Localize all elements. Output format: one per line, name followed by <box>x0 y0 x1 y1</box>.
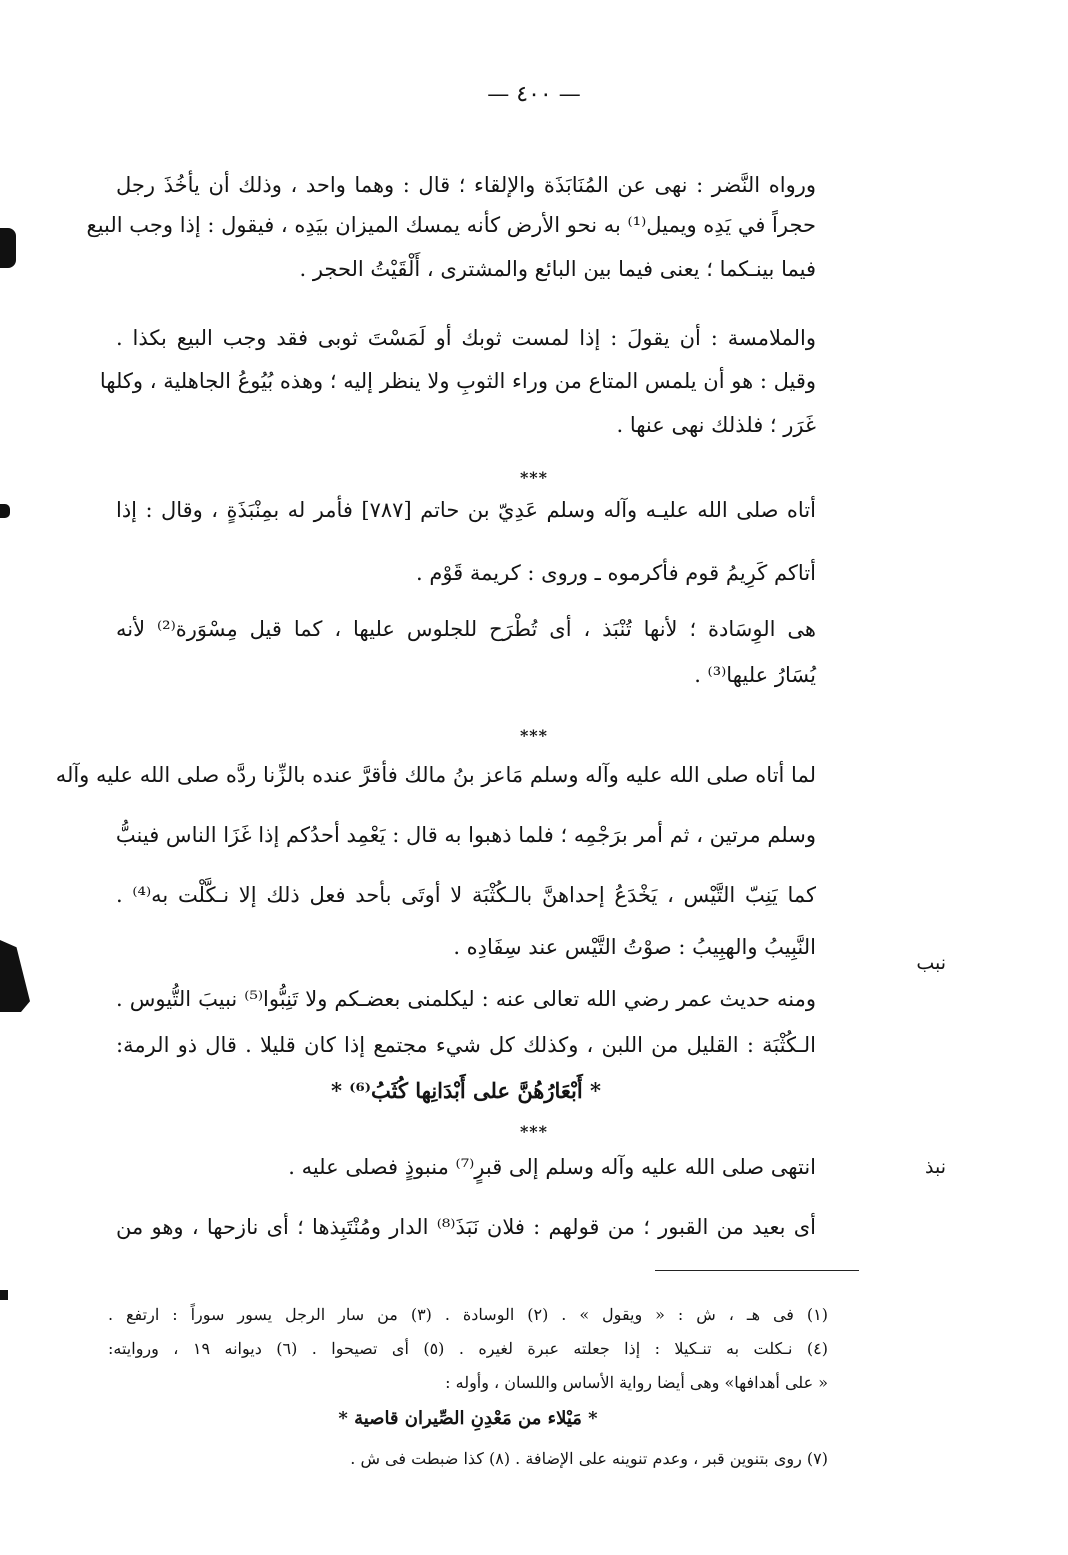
footnote-line: « على أهدافها» وهى أيضا رواية الأساس واللسان ، وأوله : <box>445 1373 828 1392</box>
text-line: النَّبِيبُ والهبِيبُ : صوْتُ التَّيْس عند سِفَادِه . <box>453 935 816 959</box>
section-separator: *** <box>519 1122 549 1141</box>
scan-mark-left-small <box>0 504 10 518</box>
text-line: ورواه النَّضر : نهى عن المُنَابَذَة والإلقاء ؛ قال : وهما واحد ، وذلك أن يأخُذَ رجل <box>116 173 816 197</box>
margin-root-word: نبب <box>916 952 946 974</box>
text-line: هى الوِسَادة ؛ لأنها تُنْبَذ ، أى تُطْرَح للجلوس عليها ، كما قيل مِسْوَرة⁽²⁾ لأنه <box>116 617 816 641</box>
text-line: فيما بينـكما ؛ يعنى فيما بين البائع والمشترى ، أَلْقَيْتُ الحجر . <box>299 257 816 281</box>
text-line: انتهى صلى الله عليه وآله وسلم إلى قبرٍ⁽⁷⁾ منبوذٍ فصلى عليه . <box>288 1155 816 1179</box>
text-line: ومنه حديث عمر رضي الله تعالى عنه : ليكلمنى بعضـكم ولا تَنِبُّوا⁽⁵⁾ نبيبَ التُّيوس . <box>116 987 816 1011</box>
scan-mark-left-bottom <box>0 940 30 1012</box>
footnote-line: (١) فى هـ ، ش : « ويقول » . (٢) الوسادة . (٣) من سار الرجل يسور سوراً : ارتفع . <box>108 1305 828 1324</box>
margin-root-word: نبذ <box>925 1156 946 1178</box>
text-line: الـكُثْبَة : القليل من اللبن ، وكذلك كل شيء مجتمع إذا كان قليلا . قال ذو الرمة: <box>116 1033 816 1057</box>
page-number: — ٤٠٠ — <box>487 82 581 107</box>
text-line: لما أتاه صلى الله عليه وآله وسلم مَاعز بنُ مالك فأقرَّ عنده بالزِّنا ردَّه صلى الله عليه وآله <box>55 763 816 787</box>
text-line: كما يَنِبّ التَّيْس ، يَخْدَعُ إحداهنَّ بالـكُثْبَة لا أوتَى بأحد فعل ذلك إلا نـكَّلْت به⁽⁴⁾ . <box>116 883 816 907</box>
footnote-line: (٧) روى بتنوين قبر ، وعدم تنوينه على الإضافة . (٨) كذا ضبطت فى ش . <box>350 1449 828 1468</box>
text-line: أتاه صلى الله عليـه وآله وسلم عَدِيّ بن حاتم [٧٨٧] فأمر له بمِنْبَذَةٍ ، وقال : إذا <box>116 498 816 522</box>
text-line: يُسَارُ عليها⁽³⁾ . <box>694 663 816 687</box>
text-line: أتاكم كَرِيمُ قوم فأكرموه ـ وروى : كريمة قَوْم . <box>415 561 816 585</box>
text-line: حجراً في يَدِه ويميل⁽¹⁾ به نحو الأرض كأنه يمسك الميزان بيَدِه ، فيقول : إذا وجب البيع <box>86 213 816 237</box>
text-line: وقيل : هو أن يلمس المتاع من وراء الثوبِ ولا ينظر إليه ؛ وهذه بُيُوعُ الجاهلية ، وكلها <box>99 369 816 393</box>
text-line: غَرَر ؛ فلذلك نهى عنها . <box>616 413 816 437</box>
section-separator: *** <box>519 726 549 745</box>
section-separator: *** <box>519 468 549 487</box>
footnote-rule <box>655 1270 859 1271</box>
footnote-verse: * مَيْلاء من مَعْدِنِ الصِّيران قاصية * <box>338 1408 598 1429</box>
footnote-line: (٤) نـكلت به تنـكيلا : إذا جعلته عبرة لغيره . (٥) أى تصيحوا . (٦) ديوانه ١٩ ، وروايته: <box>108 1339 828 1358</box>
scan-mark-left-tiny <box>0 1290 8 1300</box>
scan-mark-left-top <box>0 228 16 268</box>
text-line: والملامسة : أن يقولَ : إذا لمست ثوبك أو لَمَسْتَ ثوبى فقد وجب البيع بكذا . <box>116 326 816 350</box>
verse-line: * أَبْعَارُهُنَّ على أَبْدَانِها كُثَبُ⁽⁶⁾ * <box>330 1078 602 1103</box>
text-line: أى بعيد من القبور ؛ من قولهم : فلان نَبَذَ⁽⁸⁾ الدار ومُنْتَبِذها ؛ أى نازحها ، وهو من <box>116 1215 816 1239</box>
text-line: وسلم مرتين ، ثم أمر برَجْمِه ؛ فلما ذهبوا به قال : يَعْمِد أحدُكم إذا غَزَا الناس فينبُّ <box>115 823 816 847</box>
